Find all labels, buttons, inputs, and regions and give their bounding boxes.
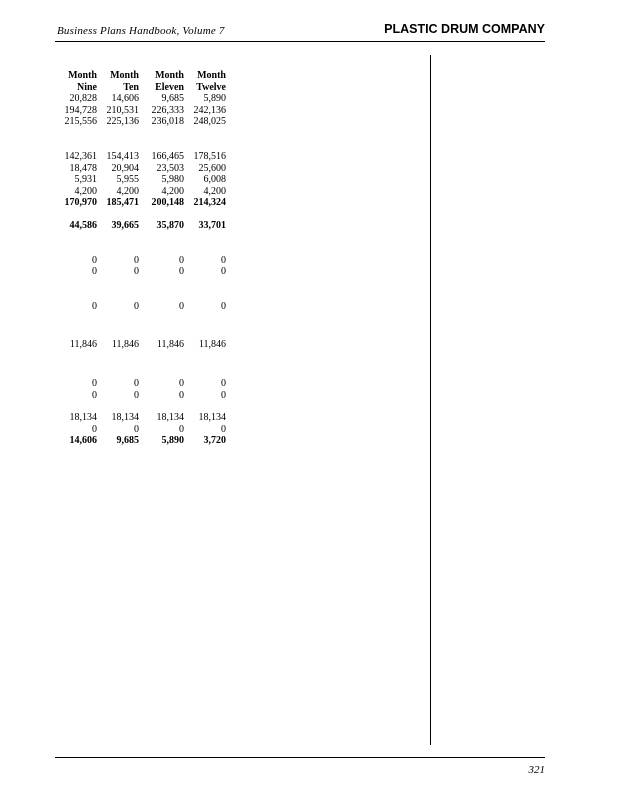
table-cell: 5,931 (74, 174, 97, 186)
table-cell: 226,333 (151, 104, 184, 116)
table-cell: 18,478 (69, 162, 97, 174)
table-cell: 44,586 (69, 219, 97, 231)
table-cell: 0 (134, 300, 139, 312)
table-cell: 35,870 (156, 219, 184, 231)
table-cell: 18,134 (156, 412, 184, 424)
table-cell: 242,136 (193, 104, 226, 116)
table-row (55, 174, 226, 186)
table-row (55, 151, 226, 163)
table-cell: 0 (134, 389, 139, 401)
table-cell: 20,904 (111, 162, 139, 174)
table-cell: 0 (92, 377, 97, 389)
table-row (55, 301, 226, 313)
table-row (55, 412, 226, 424)
table-cell: 9,685 (116, 435, 139, 447)
table-row (55, 105, 226, 117)
table-cell: 4,200 (203, 185, 226, 197)
table-cell: 185,471 (106, 197, 139, 209)
table-cell: 142,361 (64, 150, 97, 162)
table-cell: 4,200 (116, 185, 139, 197)
header-divider (55, 41, 545, 42)
table-row (55, 93, 226, 105)
table-cell: 4,200 (161, 185, 184, 197)
table-row (55, 163, 226, 175)
table-row (55, 186, 226, 198)
table-cell: 11,846 (198, 339, 226, 351)
table-cell: 6,008 (203, 174, 226, 186)
table-cell: 0 (179, 377, 184, 389)
table-cell: 18,134 (198, 412, 226, 424)
financial-table (55, 70, 226, 447)
table-cell: 0 (92, 423, 97, 435)
column-header: Month (68, 70, 97, 81)
book-title: Business Plans Handbook, Volume 7 (57, 25, 225, 37)
table-cell: 3,720 (203, 435, 226, 447)
table-cell: 170,970 (64, 197, 97, 209)
table-row-total (55, 435, 226, 447)
column-header: Eleven (155, 81, 184, 93)
table-row (55, 378, 226, 390)
table-cell: 154,413 (106, 150, 139, 162)
column-header: Nine (77, 81, 97, 93)
table-row (55, 390, 226, 402)
table-row-total (55, 220, 226, 232)
table-cell: 0 (221, 389, 226, 401)
table-cell: 0 (92, 389, 97, 401)
table-row (55, 116, 226, 128)
table-cell: 0 (134, 254, 139, 266)
table-cell: 5,890 (203, 93, 226, 105)
table-cell: 0 (179, 300, 184, 312)
table-cell: 214,324 (193, 197, 226, 209)
table-cell: 210,531 (106, 104, 139, 116)
table-cell: 0 (221, 300, 226, 312)
table-cell: 225,136 (106, 116, 139, 128)
table-cell: 0 (134, 377, 139, 389)
column-header: Ten (123, 81, 139, 93)
table-cell: 25,600 (198, 162, 226, 174)
table-cell: 0 (221, 423, 226, 435)
table-row (55, 339, 226, 351)
table-cell: 194,728 (64, 104, 97, 116)
table-row (55, 255, 226, 267)
table-cell: 0 (92, 300, 97, 312)
table-cell: 5,980 (161, 174, 184, 186)
company-title: PLASTIC DRUM COMPANY (384, 22, 545, 36)
column-header: Month (197, 70, 226, 81)
table-cell: 14,606 (69, 435, 97, 447)
table-cell: 215,556 (64, 116, 97, 128)
table-row (55, 266, 226, 278)
table-cell: 0 (179, 389, 184, 401)
table-cell: 5,890 (161, 435, 184, 447)
table-cell: 248,025 (193, 116, 226, 128)
table-cell: 200,148 (151, 197, 184, 209)
column-header: Month (155, 70, 184, 81)
table-cell: 236,018 (151, 116, 184, 128)
column-divider (430, 55, 431, 745)
table-cell: 14,606 (111, 93, 139, 105)
table-cell: 0 (179, 266, 184, 278)
table-cell: 11,846 (69, 339, 97, 351)
table-cell: 0 (179, 254, 184, 266)
table-cell: 0 (179, 423, 184, 435)
table-cell: 18,134 (111, 412, 139, 424)
table-cell: 0 (221, 377, 226, 389)
table-cell: 0 (92, 254, 97, 266)
table-cell: 20,828 (69, 93, 97, 105)
column-header-row (55, 70, 226, 82)
footer-divider (55, 757, 545, 758)
table-cell: 0 (221, 254, 226, 266)
table-cell: 23,503 (156, 162, 184, 174)
table-cell: 0 (134, 423, 139, 435)
table-cell: 4,200 (74, 185, 97, 197)
table-cell: 0 (92, 266, 97, 278)
table-row-total (55, 197, 226, 209)
column-header: Month (110, 70, 139, 81)
table-cell: 166,465 (151, 150, 184, 162)
table-cell: 11,846 (156, 339, 184, 351)
table-cell: 5,955 (116, 174, 139, 186)
table-cell: 33,701 (198, 219, 226, 231)
table-cell: 11,846 (111, 339, 139, 351)
table-cell: 0 (134, 266, 139, 278)
column-header-row (55, 82, 226, 94)
column-header: Twelve (196, 81, 226, 93)
table-cell: 178,516 (193, 150, 226, 162)
table-cell: 18,134 (69, 412, 97, 424)
table-cell: 9,685 (161, 93, 184, 105)
table-cell: 39,665 (111, 219, 139, 231)
page-number: 321 (528, 764, 545, 776)
table-cell: 0 (221, 266, 226, 278)
table-row (55, 424, 226, 436)
